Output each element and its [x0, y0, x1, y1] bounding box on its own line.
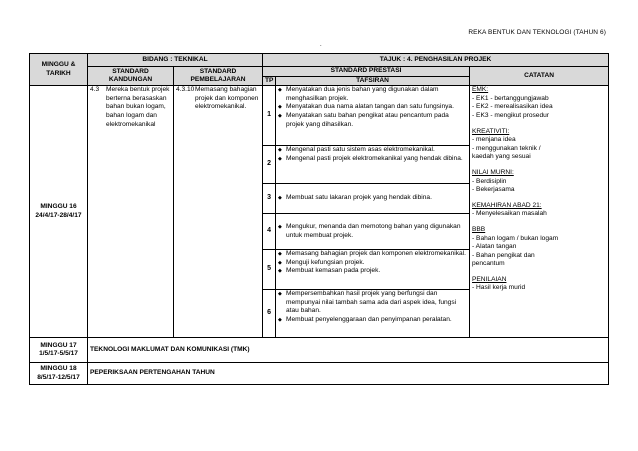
kreativiti-item: - menggunakan teknik /: [472, 144, 541, 152]
catatan-cell: [470, 86, 609, 338]
standard-kandungan-cell: [88, 86, 174, 338]
lesson-plan-table: [29, 53, 609, 385]
tafsiran-1: [276, 86, 470, 146]
tafsiran-6-item: ◆ Membuat penyelenggaraan dan penyimpanan peralatan.: [278, 316, 467, 325]
penilaian-title: PENILAIAN: [472, 275, 507, 283]
tafsiran-4: [276, 214, 470, 250]
week17-cell: [30, 338, 88, 363]
week16-dates: 24/4/17-28/4/17: [35, 211, 82, 219]
kreativiti-item: - menjana idea: [472, 136, 516, 144]
nilai-murni-item: - Berdisiplin: [472, 177, 507, 185]
tp-5: 5: [263, 250, 276, 290]
tafsiran-5-item: ◆ Memasang bahagian projek dan komponen elektromekanikal.: [278, 250, 467, 259]
header-catatan: CATATAN: [470, 67, 609, 86]
sp-number: 4.3.10: [176, 86, 195, 94]
header-tp: TP: [263, 76, 276, 86]
header-minggu: MINGGU & TARIKH: [30, 54, 88, 86]
document-header: REKA BENTUK DAN TEKNOLOGI (TAHUN 6): [468, 29, 606, 36]
tafsiran-1-item: ◆ Menyatakan satu bahan pengikat atau pencantum pada projek yang dihasilkan.: [278, 112, 467, 129]
tp-6: 6: [263, 290, 276, 338]
sk-number: 4.3: [90, 86, 100, 94]
bbb-item: - Bahan logam / bukan logam: [472, 234, 559, 242]
tafsiran-5-item: ◆ Menguji kefungsian projek.: [278, 259, 467, 268]
week18-cell: [30, 363, 88, 385]
week17-dates: 1/5/17-5/5/17: [39, 350, 78, 358]
tafsiran-6-item: ◆ Mempersembahkan hasil projek yang berfungsi dan mempunyai nilai tambah sama ada dari aspek idea, fungsi atau bahan.: [278, 290, 467, 316]
emk-item: - EK2 - merealisasikan idea: [472, 103, 553, 111]
header-tafsiran: TAFSIRAN: [276, 76, 470, 86]
week16-cell: [30, 86, 88, 338]
tafsiran-3-item: ◆ Membuat satu lakaran projek yang hendak dibina.: [278, 194, 467, 203]
header-tajuk: TAJUK : 4. PENGHASILAN PROJEK: [263, 54, 609, 67]
week18-activity: PEPERIKSAAN PERTENGAHAN TAHUN: [88, 363, 609, 385]
emk-item: - EK1 - bertanggungjawab: [472, 94, 549, 102]
tafsiran-2-item: ◆ Mengenal pasti satu sistem asas elektromekanikal.: [278, 146, 467, 155]
kemahiran-abad-21-item: - Menyelesaikan masalah: [472, 210, 547, 218]
bbb-item: pencantum: [472, 260, 505, 268]
week17-label: MINGGU 17: [40, 341, 77, 349]
nilai-murni-item: - Bekerjasama: [472, 186, 515, 194]
week16-label: MINGGU 16: [40, 203, 77, 211]
tafsiran-1-item: ◆ Menyatakan dua nama alatan tangan dan satu fungsinya.: [278, 103, 467, 112]
sk-text: Mereka bentuk projek berterna berasaskan bahan bukan logam, bahan logam dan elektromekanikal: [106, 86, 170, 128]
tafsiran-5-item: ◆ Membuat kemasan pada projek.: [278, 267, 467, 276]
header-dot: .: [320, 42, 322, 48]
kreativiti-item: kaedah yang sesuai: [472, 153, 531, 161]
tafsiran-3: [276, 184, 470, 214]
tafsiran-4-item: ◆ Mengukur, menanda dan memotong bahan yang digunakan untuk membuat projek.: [278, 223, 467, 240]
tafsiran-2: [276, 146, 470, 184]
bbb-item: - Bahan pengikat dan: [472, 251, 535, 259]
emk-title: EMK:: [472, 86, 489, 94]
standard-pembelajaran-cell: [174, 86, 263, 338]
penilaian-item: - Hasil kerja murid: [472, 284, 526, 292]
bbb-item: - Alatan tangan: [472, 243, 517, 251]
tp-4: 4: [263, 214, 276, 250]
tp-1: 1: [263, 86, 276, 146]
tafsiran-5: [276, 250, 470, 290]
week18-label: MINGGU 18: [40, 365, 77, 373]
sp-text: Memasang bahagian projek dan komponen elektromekanikal.: [195, 86, 259, 111]
tafsiran-1-item: ◆ Menyatakan dua jenis bahan yang digunakan dalam menghasilkan projek.: [278, 86, 467, 103]
header-standard-kandungan: STANDARD KANDUNGAN: [88, 67, 174, 86]
tafsiran-2-item: ◆ Mengenal pasti projek elektromekanikal yang hendak dibina.: [278, 155, 467, 164]
nilai-murni-title: NILAI MURNI:: [472, 168, 514, 176]
week18-dates: 8/5/17-12/5/17: [37, 373, 80, 381]
tp-3: 3: [263, 184, 276, 214]
emk-item: - EK3 - mengikut prosedur: [472, 111, 549, 119]
week17-activity: TEKNOLOGI MAKLUMAT DAN KOMUNIKASI (TMK): [88, 338, 609, 363]
header-standard-pembelajaran: STANDARD PEMBELAJARAN: [174, 67, 263, 86]
bbb-title: BBB: [472, 225, 486, 233]
tp-2: 2: [263, 146, 276, 184]
header-standard-prestasi: STANDARD PRESTASI: [263, 67, 470, 77]
kemahiran-abad-21-title: KEMAHIRAN ABAD 21:: [472, 201, 542, 209]
tafsiran-6: [276, 290, 470, 338]
header-bidang: BIDANG : TEKNIKAL: [88, 54, 263, 67]
kreativiti-title: KREATIVITI:: [472, 127, 510, 135]
